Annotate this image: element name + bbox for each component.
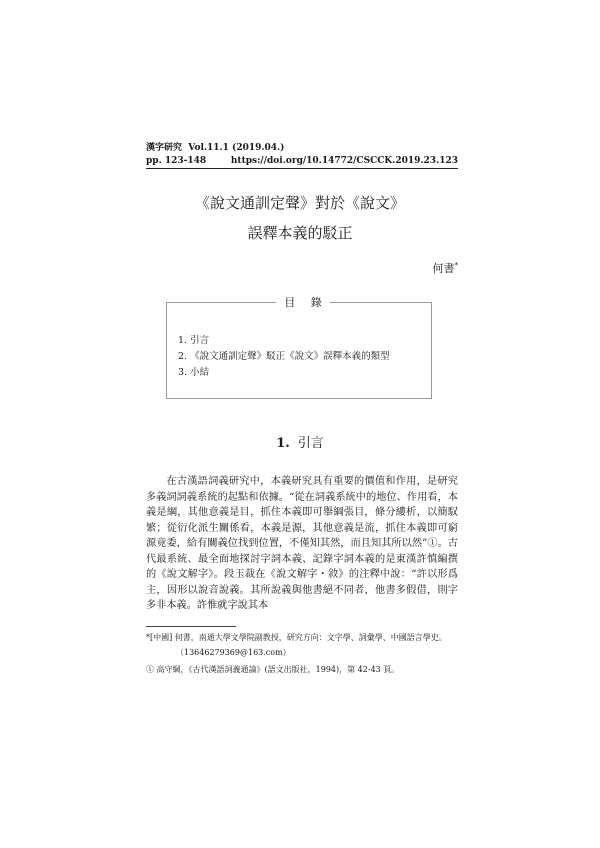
- toc-item-3: 3. 小結: [178, 367, 210, 378]
- journal-row-pages-doi: [146, 156, 458, 167]
- paper-title-line2: 誤釋本義的駁正: [247, 224, 353, 242]
- journal-name: 漢字研究: [146, 143, 183, 153]
- section-number: 1.: [276, 436, 290, 451]
- header-rule: [146, 168, 458, 169]
- toc-item-2: 2. 《說文通訓定聲》駁正《說文》誤釋本義的類型: [178, 351, 390, 362]
- section-title: 引言: [297, 436, 324, 451]
- author: [420, 260, 458, 276]
- toc-item-1: 1. 引言: [178, 335, 210, 346]
- footnote-1: ① 高守綱，《古代漢語詞義通論》(語文出版社，1994)，第 42-43 頁。: [146, 665, 400, 674]
- footnote-email: （13646279369@163.com）: [176, 648, 291, 657]
- body-text: [146, 474, 458, 614]
- section-heading: [0, 432, 600, 451]
- paper-title-line1: 《說文通訓定聲》對於《說文》: [194, 194, 405, 212]
- body-paragraph: 在古漢語詞義研究中，本義研究具有重要的價值和作用，是研究多義詞詞義系統的起點和依據。“從在詞義系統中的地位、作用看，本義是綱，其他意義是目，抓住本義即可舉綱張目，條分縷析，以簡馭繁；從衍化派生關係看，本義是源，其他意義是流，抓住本義即可窮源竟委，給有關義位找到位置，不僅知其然，而且知其所以然”①。古代最系統、最全面地探討字詞本義、記錄字詞本義的是東漢許慎編撰的《說文解字》。段玉裁在《說文解字・敘》的注釋中說：“許以形爲主，因形以說音說義。其所說義與他書絕不同者，他書多假借，則字多非本義。許惟就字說其本: [146, 476, 458, 611]
- footnote-rule: [146, 626, 236, 627]
- journal-pages: pp. 123-148: [146, 156, 207, 166]
- journal-volume: Vol.11.1 (2019.04.): [188, 143, 285, 153]
- journal-line: [146, 143, 284, 154]
- doi-link[interactable]: https://doi.org/10.14772/CSCCK.2019.23.123: [230, 156, 458, 166]
- footnote-author: *[中國] 何書，南通大學文學院副教授，研究方向：文字學、詞彙學、中國語言學史。: [146, 633, 447, 642]
- toc-heading: 目 錄: [276, 294, 330, 310]
- author-footnote-mark: *: [454, 261, 458, 270]
- author-name: 何書: [432, 262, 455, 275]
